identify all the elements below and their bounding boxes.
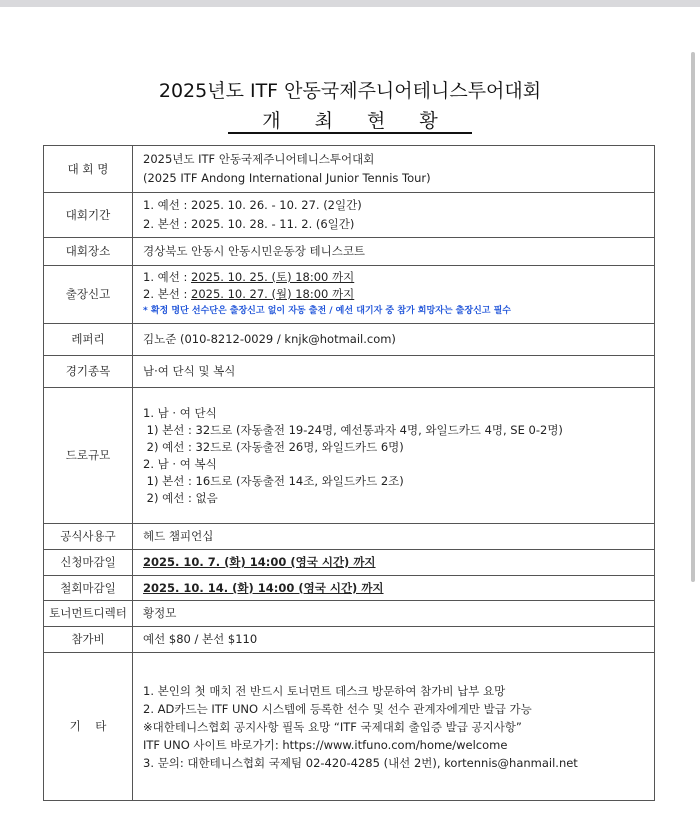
text-line: 2025. 10. 7. (화) 14:00 (영국 시간) 까지 xyxy=(143,555,376,569)
table-row xyxy=(44,324,655,356)
text-line: 1) 본선 : 16드로 (자동출전 14조, 와일드카드 2조) xyxy=(143,473,404,488)
page-title: 2025년도 ITF 안동국제주니어테니스투어대회 xyxy=(158,80,542,102)
table-row xyxy=(44,524,655,550)
text-line: 1) 본선 : 32드로 (자동출전 19-24명, 예선통과자 4명, 와일드카드 4명, SE 0-2명) xyxy=(143,422,563,437)
row-value xyxy=(133,576,655,601)
table-row xyxy=(44,266,655,324)
row-label: 출장신고 xyxy=(44,266,133,324)
row-label: 공식사용구 xyxy=(44,524,133,550)
table-row xyxy=(44,238,655,266)
row-value: 김노준 (010-8212-0029 / knjk@hotmail.com) xyxy=(133,324,655,356)
text-line: 1. 남 · 여 단식 xyxy=(143,405,217,420)
row-label: 토너먼트디렉터 xyxy=(44,601,133,627)
row-value xyxy=(133,653,655,801)
row-label: 대회장소 xyxy=(44,238,133,266)
row-value xyxy=(133,146,655,193)
table-row xyxy=(44,356,655,388)
row-value: 남·여 단식 및 복식 xyxy=(133,356,655,388)
table-row xyxy=(44,653,655,801)
entry-note: * 확정 명단 선수단은 출장신고 없이 자동 출전 / 예선 대기자 중 참가 희망자는 출장신고 필수 xyxy=(143,306,511,316)
row-value xyxy=(133,193,655,238)
text-line: 2025. 10. 25. (토) 18:00 까지 xyxy=(191,270,355,284)
row-value xyxy=(133,550,655,576)
row-label: 기 타 xyxy=(44,653,133,801)
row-value xyxy=(133,266,655,324)
text-line: 2. 남 · 여 복식 xyxy=(143,456,217,471)
row-label: 레퍼리 xyxy=(44,324,133,356)
text-line: 2. 본선 : 2025. 10. 28. - 11. 2. (6일간) xyxy=(143,217,355,231)
row-label: 신청마감일 xyxy=(44,550,133,576)
row-value: 경상북도 안동시 안동시민운동장 테니스코트 xyxy=(133,238,655,266)
row-value xyxy=(133,388,655,524)
table-row xyxy=(44,550,655,576)
text-line: 2) 예선 : 32드로 (자동출전 26명, 와일드카드 6명) xyxy=(143,439,404,454)
table-row xyxy=(44,576,655,601)
row-label: 대회기간 xyxy=(44,193,133,238)
row-value: 황정모 xyxy=(133,601,655,627)
text-line: 2) 예선 : 없음 xyxy=(143,490,218,505)
text-line: 3. 문의: 대한테니스협회 국제팀 02-420-4285 (내선 2번), kortennis@hanmail.net xyxy=(143,755,578,770)
text-line: 1. 예선 : xyxy=(143,270,192,284)
table-row xyxy=(44,193,655,238)
text-line: 개최현황 xyxy=(228,110,471,134)
text-line: 2. 본선 : xyxy=(143,287,192,301)
table-row xyxy=(44,388,655,524)
page-subtitle xyxy=(0,106,700,133)
text-line: ※대한테니스협회 공지사항 필독 요망 “ITF 국제대회 출입증 발급 공지사항” xyxy=(143,719,522,734)
row-label: 경기종목 xyxy=(44,356,133,388)
table-row xyxy=(44,627,655,653)
text-line: 1. 예선 : 2025. 10. 26. - 10. 27. (2일간) xyxy=(143,198,362,212)
text-line: 2025년도 ITF 안동국제주니어테니스투어대회 xyxy=(143,152,375,166)
browser-top-bar xyxy=(0,0,700,7)
text-line: 2. AD카드는 ITF UNO 시스템에 등록한 선수 및 선수 관계자에게만 발급 가능 xyxy=(143,701,532,716)
table-row xyxy=(44,146,655,193)
row-label: 철회마감일 xyxy=(44,576,133,601)
row-label: 드로규모 xyxy=(44,388,133,524)
text-line: ITF UNO 사이트 바로가기: https://www.itfuno.com/home/welcome xyxy=(143,737,508,752)
row-label: 참가비 xyxy=(44,627,133,653)
row-label: 대 회 명 xyxy=(44,146,133,193)
text-line: 2025. 10. 27. (월) 18:00 까지 xyxy=(191,287,355,301)
table-row xyxy=(44,601,655,627)
row-value: 예선 $80 / 본선 $110 xyxy=(133,627,655,653)
text-line: (2025 ITF Andong International Junior Tennis Tour) xyxy=(143,171,431,185)
text-line: 1. 본인의 첫 매치 전 반드시 토너먼트 데스크 방문하여 참가비 납부 요망 xyxy=(143,683,506,698)
row-value: 헤드 챔피언십 xyxy=(133,524,655,550)
info-table xyxy=(43,145,655,801)
text-line: 2025. 10. 14. (화) 14:00 (영국 시간) 까지 xyxy=(143,580,384,595)
